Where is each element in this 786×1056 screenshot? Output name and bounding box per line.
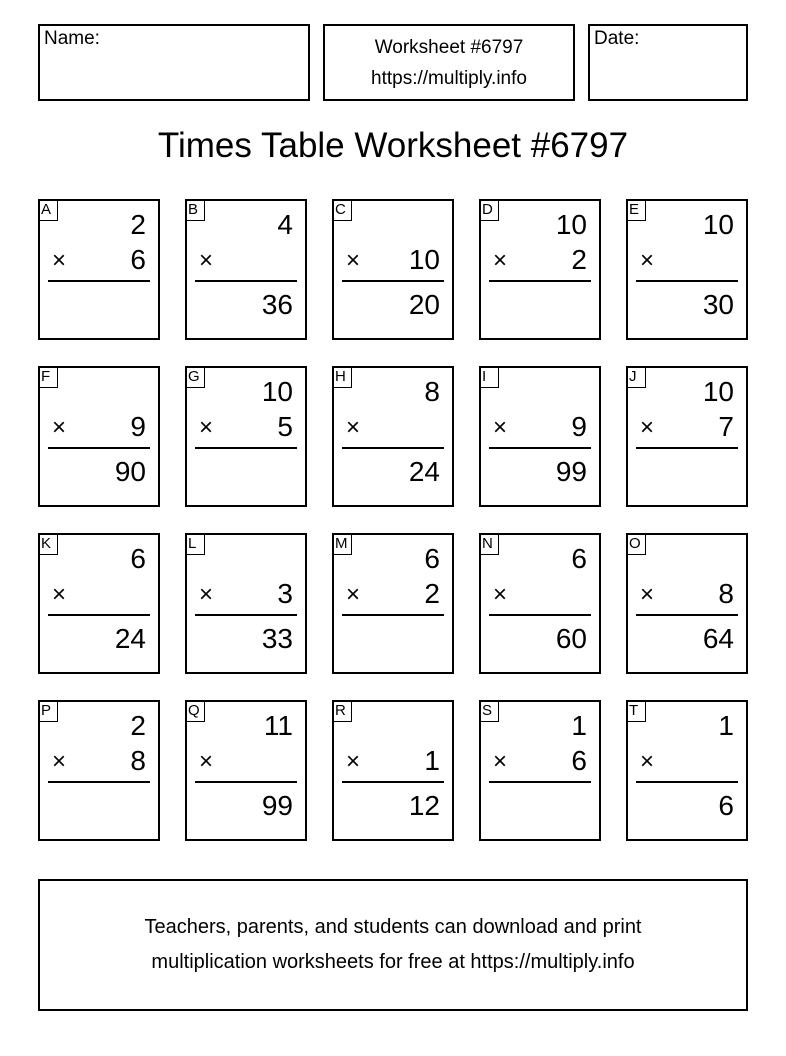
second-number: 8 [130,745,146,776]
problem-letter: J [626,366,646,388]
top-number: 4 [277,209,293,240]
problem-letter: I [479,366,499,388]
problem-letter: N [479,533,499,555]
problem-letter: A [38,199,58,221]
problem-letter: Q [185,700,205,722]
answer-line [195,614,297,616]
problem-p [38,700,160,841]
top-number: 8 [424,376,440,407]
date-field-box [588,24,748,101]
times-sign: × [52,748,67,775]
top-number: 6 [424,543,440,574]
product-number: 12 [408,790,440,821]
problem-l [185,533,307,674]
answer-line [489,447,591,449]
times-sign: × [52,414,67,441]
problem-letter: G [185,366,205,388]
times-sign: × [52,581,67,608]
times-sign: × [346,748,361,775]
problem-e [626,199,748,340]
page-title: Times Table Worksheet #6797 [157,126,629,165]
product-number: 24 [408,456,440,487]
times-sign: × [640,581,655,608]
problem-letter: P [38,700,58,722]
product-number: 6 [718,790,734,821]
footer-line-2: multiplication worksheets for free at https://multiply.info [151,951,635,973]
problem-letter: B [185,199,205,221]
product-number: 99 [261,790,293,821]
times-sign: × [346,581,361,608]
top-number: 10 [261,376,293,407]
problem-letter: S [479,700,499,722]
problem-letter: O [626,533,646,555]
times-sign: × [346,247,361,274]
problem-h [332,366,454,507]
answer-line [636,781,738,783]
product-number: 33 [261,623,293,654]
top-number: 2 [130,209,146,240]
second-number: 9 [571,411,587,442]
second-number: 5 [277,411,293,442]
top-number: 1 [718,710,734,741]
problem-r [332,700,454,841]
problem-letter: T [626,700,646,722]
top-number: 10 [702,209,734,240]
product-number: 99 [555,456,587,487]
problem-m [332,533,454,674]
top-number: 6 [571,543,587,574]
answer-line [195,280,297,282]
problem-t [626,700,748,841]
footer-box [38,879,748,1011]
top-number: 2 [130,710,146,741]
times-sign: × [640,247,655,274]
times-sign: × [640,748,655,775]
product-number: 30 [702,289,734,320]
problem-d [479,199,601,340]
name-field-box [38,24,310,101]
answer-line [48,280,150,282]
problem-q [185,700,307,841]
top-number: 10 [555,209,587,240]
answer-line [636,280,738,282]
problem-k [38,533,160,674]
times-sign: × [493,247,508,274]
times-sign: × [493,748,508,775]
answer-line [342,280,444,282]
second-number: 3 [277,578,293,609]
answer-line [195,781,297,783]
second-number: 1 [424,745,440,776]
times-sign: × [199,748,214,775]
answer-line [48,447,150,449]
answer-line [342,447,444,449]
problem-b [185,199,307,340]
problem-letter: R [332,700,352,722]
problem-a [38,199,160,340]
footer-line-1: Teachers, parents, and students can download and print [144,916,642,938]
problem-letter: F [38,366,58,388]
problem-letter: K [38,533,58,555]
problem-letter: C [332,199,352,221]
answer-line [48,781,150,783]
second-number: 6 [571,745,587,776]
problem-letter: H [332,366,352,388]
problem-o [626,533,748,674]
answer-line [636,614,738,616]
second-number: 7 [718,411,734,442]
problem-letter: D [479,199,499,221]
second-number: 10 [408,244,440,275]
times-sign: × [493,581,508,608]
answer-line [195,447,297,449]
date-label: Date: [594,28,640,49]
product-number: 20 [408,289,440,320]
product-number: 64 [702,623,734,654]
worksheet-number: Worksheet #6797 [374,37,524,58]
problem-s [479,700,601,841]
second-number: 6 [130,244,146,275]
times-sign: × [199,414,214,441]
answer-line [342,614,444,616]
problem-f [38,366,160,507]
answer-line [48,614,150,616]
second-number: 8 [718,578,734,609]
worksheet-id-box [323,24,575,101]
problem-letter: M [332,533,352,555]
answer-line [489,280,591,282]
times-sign: × [52,247,67,274]
second-number: 2 [571,244,587,275]
answer-line [489,781,591,783]
answer-line [342,781,444,783]
worksheet-url: https://multiply.info [371,68,527,89]
name-label: Name: [44,28,100,49]
product-number: 24 [114,623,146,654]
top-number: 6 [130,543,146,574]
times-sign: × [493,414,508,441]
times-sign: × [199,247,214,274]
problem-n [479,533,601,674]
answer-line [636,447,738,449]
problem-j [626,366,748,507]
product-number: 36 [261,289,293,320]
problem-letter: L [185,533,205,555]
second-number: 2 [424,578,440,609]
problem-letter: E [626,199,646,221]
problem-i [479,366,601,507]
answer-line [489,614,591,616]
top-number: 11 [263,710,293,741]
product-number: 90 [114,456,146,487]
times-sign: × [199,581,214,608]
product-number: 60 [555,623,587,654]
times-sign: × [640,414,655,441]
problem-c [332,199,454,340]
problem-g [185,366,307,507]
second-number: 9 [130,411,146,442]
times-sign: × [346,414,361,441]
top-number: 10 [702,376,734,407]
top-number: 1 [571,710,587,741]
